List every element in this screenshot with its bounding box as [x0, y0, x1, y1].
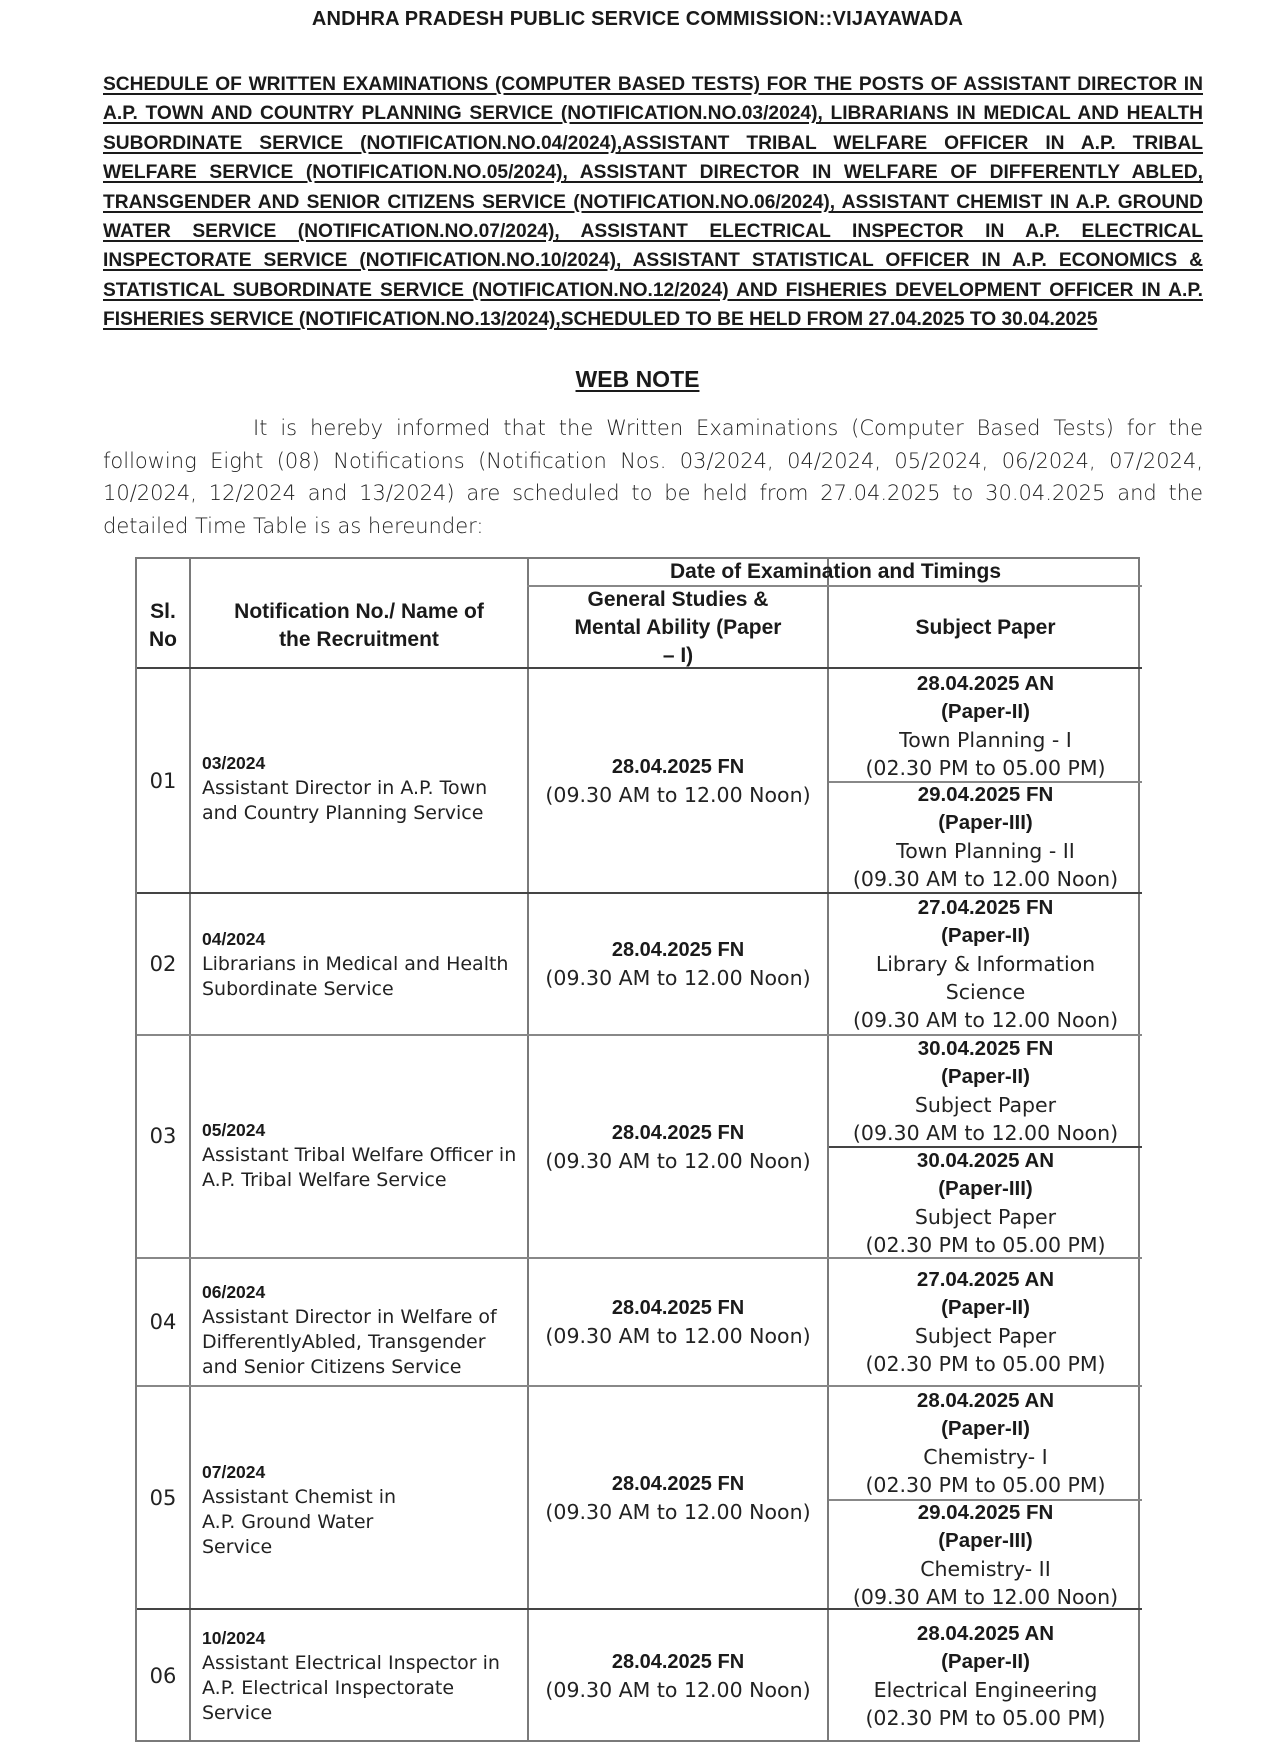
recruitment-name: Assistant Director in Welfare of DifferentlyAbled, Transgender and Senior Citizens Service — [202, 1306, 497, 1378]
paper-label: (Paper-II) — [941, 1650, 1030, 1673]
row-06-general-studies — [529, 1610, 827, 1742]
subject-name: Library & Information Science — [875, 952, 1096, 1004]
exam-time: (09.30 AM to 12.00 Noon) — [852, 1008, 1119, 1032]
exam-schedule-table — [135, 557, 1140, 1742]
recruitment-name: Librarians in Medical and Health Subordinate Service — [202, 952, 509, 1000]
exam-date: 29.04.2025 FN — [917, 783, 1054, 806]
exam-time: (09.30 AM to 12.00 Noon) — [545, 966, 811, 990]
exam-time: (02.30 PM to 05.00 PM) — [865, 1352, 1106, 1376]
exam-time: (09.30 AM to 12.00 Noon) — [852, 1584, 1119, 1609]
notification-number: 03/2024 — [202, 753, 266, 773]
row-03-general-studies — [529, 1036, 827, 1257]
header-general-studies: General Studies & Mental Ability (Paper – I) — [574, 588, 782, 667]
row-03-notification — [191, 1054, 527, 1257]
row-02-general-studies — [529, 894, 827, 1034]
row-01-subject-paper-2 — [829, 782, 1142, 892]
exam-time: (09.30 AM to 12.00 Noon) — [852, 1121, 1119, 1145]
recruitment-name: Assistant Director in A.P. Town and Country Planning Service — [202, 777, 488, 824]
row-04-sl: 04 — [149, 1310, 177, 1334]
exam-date: 30.04.2025 AN — [916, 1148, 1055, 1172]
header-notification: Notification No./ Name of the Recruitment — [234, 600, 484, 651]
exam-date: 28.04.2025 FN — [611, 939, 745, 961]
exam-time: (09.30 AM to 12.00 Noon) — [545, 1678, 811, 1702]
exam-time: (09.30 AM to 12.00 Noon) — [545, 782, 811, 807]
subject-name: Chemistry- I — [923, 1445, 1048, 1469]
exam-date: 28.04.2025 AN — [916, 671, 1055, 695]
row-04-general-studies — [529, 1259, 827, 1385]
paper-label: (Paper-III) — [938, 811, 1033, 834]
exam-date: 27.04.2025 FN — [917, 896, 1054, 919]
recruitment-name: Assistant Chemist in A.P. Ground Water Service — [202, 1485, 397, 1558]
subject-name: Subject Paper — [914, 1093, 1057, 1117]
row-06-sl: 06 — [149, 1664, 177, 1688]
subject-name: Electrical Engineering — [873, 1678, 1098, 1702]
exam-date: 28.04.2025 AN — [916, 1622, 1055, 1645]
notification-number: 04/2024 — [202, 928, 266, 949]
row-05-general-studies — [529, 1387, 827, 1608]
row-01-general-studies — [529, 669, 827, 892]
paper-label: (Paper-III) — [938, 1528, 1033, 1552]
row-05-subject-paper-1 — [829, 1387, 1142, 1499]
subject-name: Chemistry- II — [920, 1556, 1051, 1581]
notification-number: 06/2024 — [202, 1282, 266, 1302]
paper-label: (Paper-II) — [941, 924, 1030, 947]
row-03-sl: 03 — [149, 1124, 177, 1148]
exam-date: 28.04.2025 FN — [611, 1121, 745, 1144]
row-04-notification — [191, 1275, 527, 1385]
exam-date: 30.04.2025 FN — [917, 1037, 1054, 1060]
exam-date: 28.04.2025 AN — [916, 1389, 1055, 1412]
organization-title: ANDHRA PRADESH PUBLIC SERVICE COMMISSION::VIJAYAWADA — [311, 8, 964, 30]
subject-name: Subject Paper — [914, 1324, 1057, 1348]
exam-time: (02.30 PM to 05.00 PM) — [865, 755, 1106, 780]
row-02-sl: 02 — [149, 952, 177, 976]
header-sl-no: Sl. No — [149, 600, 177, 651]
exam-date: 28.04.2025 FN — [611, 1297, 745, 1319]
exam-date: 27.04.2025 AN — [916, 1268, 1055, 1291]
notification-number: 05/2024 — [202, 1120, 266, 1140]
subject-name: Town Planning - I — [899, 727, 1072, 752]
schedule-subject-heading: SCHEDULE OF WRITTEN EXAMINATIONS (COMPUTER BASED TESTS) FOR THE POSTS OF ASSISTANT DIRECTOR IN A.P. TOWN AND COUNTRY PLANNING SERVICE (NOTIFICATION.NO.03/2024), LIBRARIANS IN MEDICAL AND HEALTH SUBORDINATE SERVICE (NOTIFICATION.NO.04/2024),ASSISTANT TRIBAL WELFARE OFFICER IN A.P. TRIBAL WELFARE SERVICE (NOTIFICATION.NO.05/2024), ASSISTANT DIRECTOR IN WELFARE OF DIFFERENTLY ABLED, TRANSGENDER AND SENIOR CITIZENS SERVICE (NOTIFICATION.NO.06/2024), ASSISTANT CHEMIST IN A.P. GROUND WATER SERVICE (NOTIFICATION.NO.07/2024), ASSISTANT ELECTRICAL INSPECTOR IN A.P. ELECTRICAL INSPECTORATE SERVICE (NOTIFICATION.NO.10/2024), ASSISTANT STATISTICAL OFFICER IN A.P. ECONOMICS & STATISTICAL SUBORDINATE SERVICE (NOTIFICATION.NO.12/2024) AND FISHERIES DEVELOPMENT OFFICER IN A.P. FISHERIES SERVICE (NOTIFICATION.NO.13/2024),SCHEDULED TO BE HELD FROM 27.04.2025 TO 30.04.2025 — [103, 74, 1203, 331]
exam-time: (09.30 AM to 12.00 Noon) — [545, 1324, 811, 1348]
exam-time: (02.30 PM to 05.00 PM) — [865, 1473, 1106, 1497]
row-02-subject-paper-1 — [829, 894, 1142, 1034]
paper-label: (Paper-III) — [938, 1176, 1033, 1200]
row-06-subject-paper-1 — [829, 1610, 1142, 1742]
row-04-subject-paper-1 — [829, 1259, 1142, 1385]
exam-date: 28.04.2025 FN — [611, 755, 745, 778]
exam-time: (09.30 AM to 12.00 Noon) — [852, 867, 1119, 891]
recruitment-name: Assistant Tribal Welfare Officer in A.P. Tribal Welfare Service — [202, 1144, 517, 1191]
row-06-notification — [191, 1610, 527, 1742]
paper-label: (Paper-II) — [941, 1296, 1030, 1319]
notification-number: 10/2024 — [202, 1628, 266, 1648]
row-01-notification — [191, 677, 527, 900]
web-note-body — [103, 412, 1203, 542]
recruitment-name: Assistant Electrical Inspector in A.P. Electrical Inspectorate Service — [202, 1652, 500, 1724]
exam-date: 29.04.2025 FN — [917, 1500, 1054, 1524]
exam-time: (09.30 AM to 12.00 Noon) — [545, 1499, 811, 1524]
row-03-subject-paper-1 — [829, 1036, 1142, 1146]
exam-time: (02.30 PM to 05.00 PM) — [865, 1706, 1106, 1730]
header-subject-paper: Subject Paper — [915, 616, 1056, 639]
paper-label: (Paper-II) — [941, 1417, 1030, 1440]
row-05-sl: 05 — [149, 1485, 177, 1510]
row-01-sl: 01 — [149, 768, 177, 793]
web-note-title: WEB NOTE — [575, 366, 700, 392]
exam-time: (02.30 PM to 05.00 PM) — [865, 1232, 1106, 1257]
header-date-group: Date of Examination and Timings — [670, 560, 1001, 583]
subject-name: Town Planning - II — [896, 839, 1075, 863]
exam-date: 28.04.2025 FN — [611, 1651, 745, 1673]
row-05-subject-paper-2 — [829, 1501, 1142, 1608]
web-note-body-text: It is hereby informed that the Written Examinations (Computer Based Tests) for the following Eight (08) Notifications (Notification Nos. 03/2024, 04/2024, 05/2024, 06/2024, 07/2024, 10/2024, 12/2024 and 13/2024) are scheduled to be held from 27.04.2025 to 30.04.2025 and the detailed Time Table is as hereunder: — [103, 416, 1203, 538]
exam-time: (09.30 AM to 12.00 Noon) — [545, 1148, 811, 1173]
exam-date: 28.04.2025 FN — [611, 1472, 745, 1495]
paper-label: (Paper-II) — [941, 699, 1030, 723]
row-03-subject-paper-2 — [829, 1148, 1142, 1257]
row-01-subject-paper-1 — [829, 669, 1142, 782]
row-05-notification — [191, 1399, 527, 1620]
subject-name: Subject Paper — [914, 1204, 1057, 1229]
paper-label: (Paper-II) — [941, 1065, 1030, 1088]
row-02-notification — [191, 894, 527, 1034]
notification-number: 07/2024 — [202, 1461, 266, 1482]
